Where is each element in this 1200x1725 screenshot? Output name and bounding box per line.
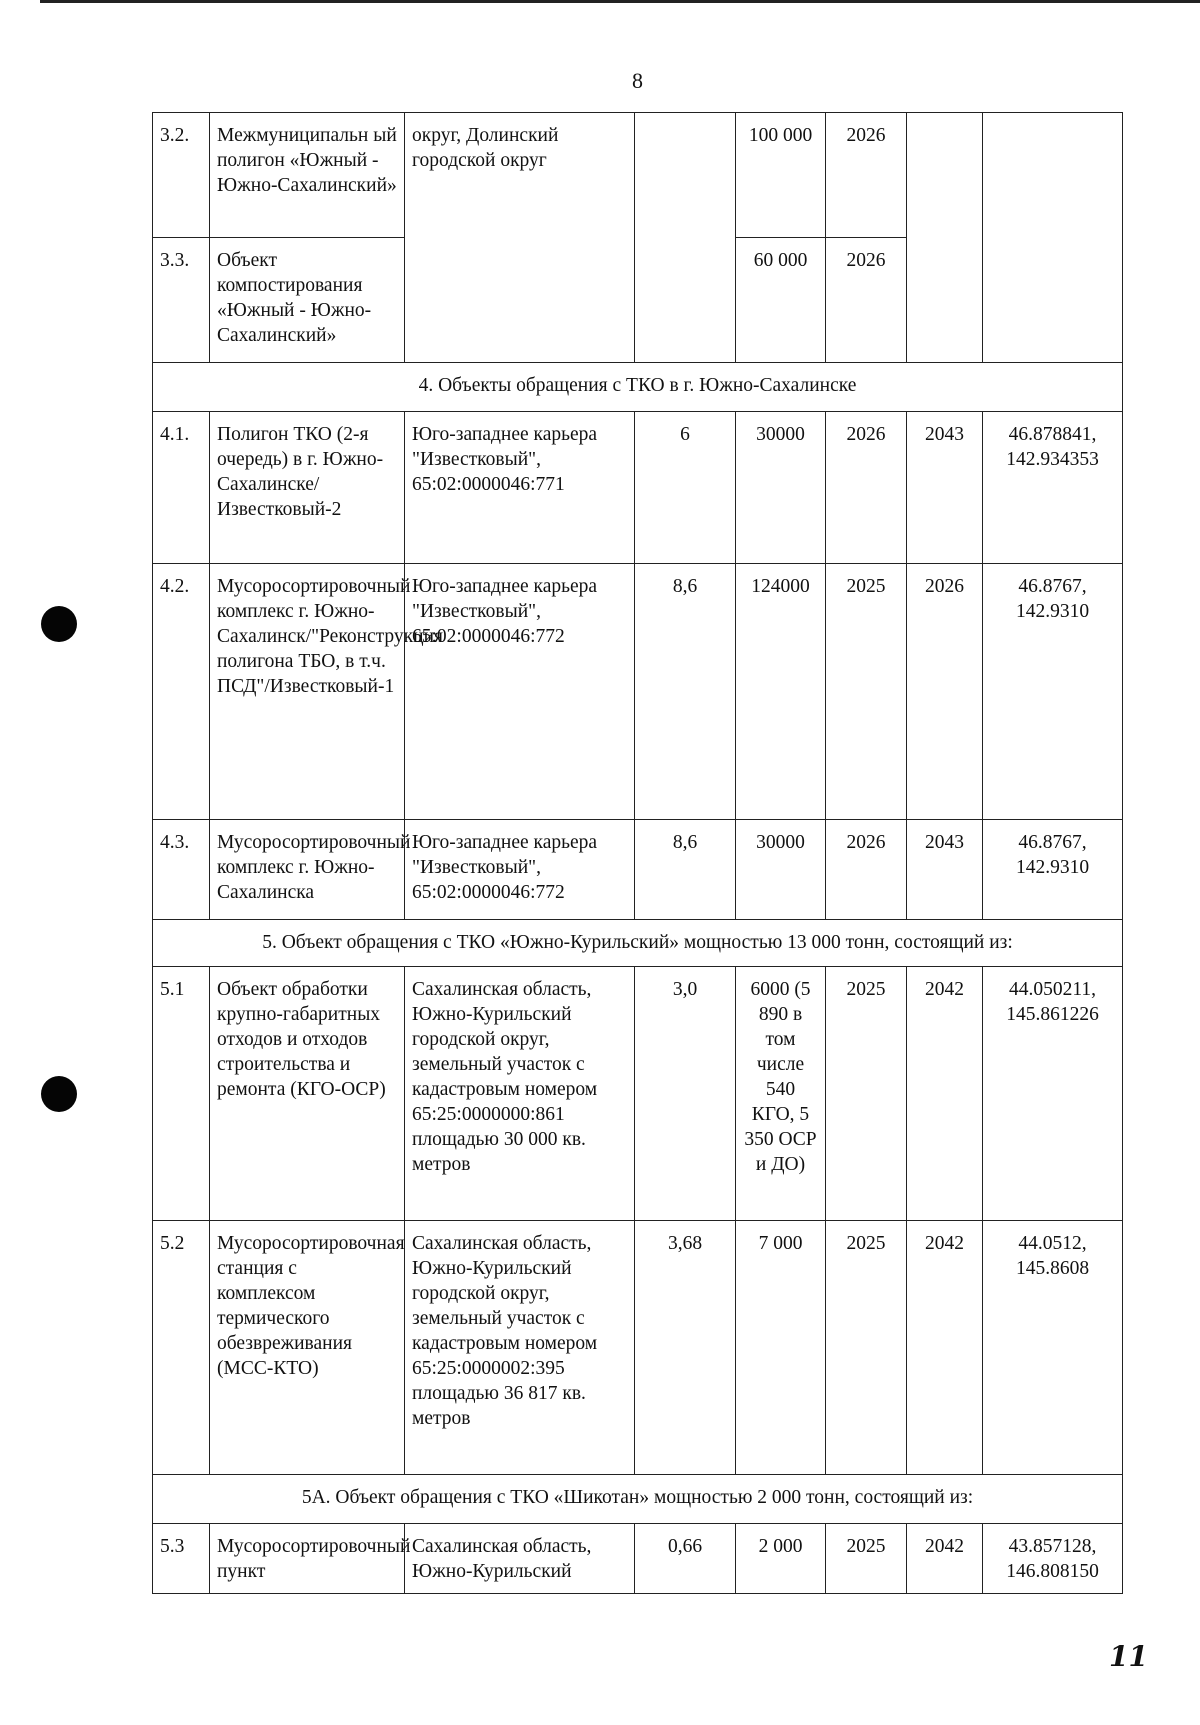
facility-area: 0,66: [635, 1524, 736, 1594]
facility-area: 8,6: [635, 820, 736, 920]
start-year: 2025: [826, 1221, 907, 1475]
coordinates: 43.857128, 146.808150: [983, 1524, 1123, 1594]
facility-name: Мусоросортировочный пункт: [210, 1524, 405, 1594]
table-row: [153, 1524, 1123, 1594]
facility-area: 6: [635, 412, 736, 564]
facility-area: 3,68: [635, 1221, 736, 1475]
facility-capacity: 2 000: [736, 1524, 826, 1594]
section-title: 5А. Объект обращения с ТКО «Шикотан» мощностью 2 000 тонн, состоящий из:: [153, 1475, 1123, 1524]
facility-area: 8,6: [635, 564, 736, 820]
end-year: 2042: [907, 1524, 983, 1594]
facility-name: Мусоросортировочный комплекс г. Южно-Сахалинск/"Реконструкция полигона ТБО, в т.ч. ПСД"/Известковый-1: [210, 564, 405, 820]
facility-name: Межмуниципальн ый полигон «Южный - Южно-Сахалинский»: [210, 113, 405, 238]
table-row: [153, 412, 1123, 564]
facility-capacity: 124000: [736, 564, 826, 820]
facility-location: округ, Долинский городской округ: [405, 113, 635, 363]
start-year: 2025: [826, 1524, 907, 1594]
section-row: [153, 1475, 1123, 1524]
end-year: 2042: [907, 967, 983, 1221]
start-year: 2026: [826, 113, 907, 238]
row-number: 3.3.: [153, 238, 210, 363]
start-year: 2025: [826, 564, 907, 820]
facility-capacity: 30000: [736, 820, 826, 920]
punch-hole: [41, 606, 77, 642]
row-number: 3.2.: [153, 113, 210, 238]
handwritten-page-mark: 11: [1109, 1640, 1148, 1673]
facility-capacity: 6000 (5 890 в том числе 540 КГО, 5 350 ОСР и ДО): [736, 967, 826, 1221]
row-number: 5.3: [153, 1524, 210, 1594]
start-year: 2025: [826, 967, 907, 1221]
page-top-edge: [40, 0, 1200, 3]
start-year: 2026: [826, 238, 907, 363]
table-row: [153, 564, 1123, 820]
start-year: 2026: [826, 412, 907, 564]
end-year: 2042: [907, 1221, 983, 1475]
table-row: [153, 967, 1123, 1221]
facility-capacity: 7 000: [736, 1221, 826, 1475]
facility-location: Сахалинская область, Южно-Курильский городской округ, земельный участок с кадастровым номером 65:25:0000000:861 площадью 30 000 кв. метров: [405, 967, 635, 1221]
row-number: 4.1.: [153, 412, 210, 564]
section-title: 5. Объект обращения с ТКО «Южно-Курильский» мощностью 13 000 тонн, состоящий из:: [153, 920, 1123, 967]
facility-capacity: 60 000: [736, 238, 826, 363]
facility-name: Объект обработки крупно-габаритных отходов и отходов строительства и ремонта (КГО-ОСР): [210, 967, 405, 1221]
facility-name: Объект компостирования «Южный - Южно-Сахалинский»: [210, 238, 405, 363]
table-row: [153, 1221, 1123, 1475]
facility-area: 3,0: [635, 967, 736, 1221]
table-row: [153, 113, 1123, 238]
facility-location: Юго-западнее карьера "Известковый", 65:02:0000046:771: [405, 412, 635, 564]
facility-location: Юго-западнее карьера "Известковый", 65:02:0000046:772: [405, 820, 635, 920]
section-row: [153, 363, 1123, 412]
row-number: 4.3.: [153, 820, 210, 920]
facility-name: Мусоросортировочный комплекс г. Южно-Сахалинска: [210, 820, 405, 920]
table-row: [153, 820, 1123, 920]
facility-name: Мусоросортировочная станция с комплексом термического обезвреживания (МСС-КТО): [210, 1221, 405, 1475]
end-year: [907, 113, 983, 363]
start-year: 2026: [826, 820, 907, 920]
coordinates: 44.0512, 145.8608: [983, 1221, 1123, 1475]
end-year: 2043: [907, 412, 983, 564]
facility-name: Полигон ТКО (2-я очередь) в г. Южно-Сахалинске/Известковый-2: [210, 412, 405, 564]
row-number: 4.2.: [153, 564, 210, 820]
row-number: 5.2: [153, 1221, 210, 1475]
facility-area: [635, 113, 736, 363]
facility-location: Юго-западнее карьера "Известковый", 65:02:0000046:772: [405, 564, 635, 820]
coordinates: 44.050211, 145.861226: [983, 967, 1123, 1221]
end-year: 2026: [907, 564, 983, 820]
section-row: [153, 920, 1123, 967]
coordinates: 46.8767, 142.9310: [983, 820, 1123, 920]
section-title: 4. Объекты обращения с ТКО в г. Южно-Сахалинске: [153, 363, 1123, 412]
end-year: 2043: [907, 820, 983, 920]
facility-capacity: 100 000: [736, 113, 826, 238]
coordinates: [983, 113, 1123, 363]
facilities-table: [152, 112, 1123, 1594]
punch-hole: [41, 1076, 77, 1112]
facility-location: Сахалинская область, Южно-Курильский городской округ, земельный участок с кадастровым номером 65:25:0000002:395 площадью 36 817 кв. метров: [405, 1221, 635, 1475]
facility-capacity: 30000: [736, 412, 826, 564]
coordinates: 46.8767, 142.9310: [983, 564, 1123, 820]
facility-location: Сахалинская область, Южно-Курильский: [405, 1524, 635, 1594]
coordinates: 46.878841, 142.934353: [983, 412, 1123, 564]
row-number: 5.1: [153, 967, 210, 1221]
page-number: 8: [632, 68, 643, 93]
